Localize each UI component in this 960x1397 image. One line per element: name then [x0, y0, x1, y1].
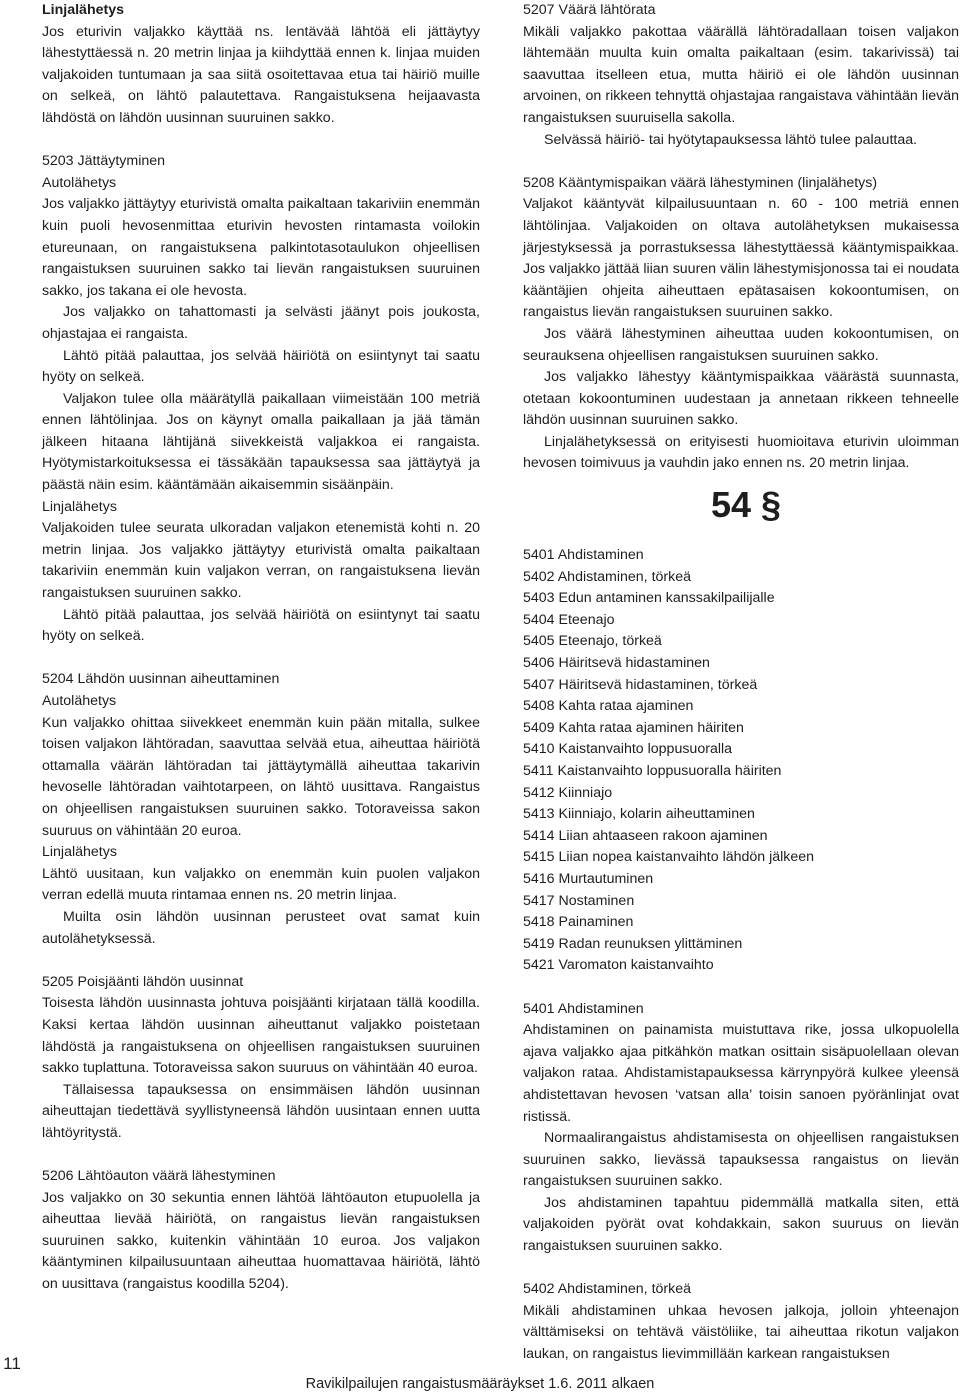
section-5204-title: 5204 Lähdön uusinnan aiheuttaminen [42, 671, 280, 688]
toc-item: 5407 Häiritsevä hidastaminen, törkeä [523, 676, 758, 693]
section-5207-paragraph: Selvässä häiriö- tai hyötytapauksessa lähtö tulee palauttaa. [544, 131, 918, 148]
toc-list [523, 545, 959, 977]
page-footer: Ravikilpailujen rangaistusmääräykset 1.6. 2011 alkaen [305, 1376, 655, 1392]
section-5203-subheading-auto: Autolähetys [42, 174, 117, 191]
left-column [42, 0, 480, 1296]
section-5401-paragraph: Jos ahdistaminen tapahtuu pidemmällä matkalla siten, että valjakoiden pyörät ovat kohdakkain, sakon suuruus on lievän rangaistuksen suuruinen sakko. [523, 1194, 959, 1255]
section-5208-paragraph: Linjalähetyksessä on erityisesti huomioitava eturivin uloimman hevosen toimivuus ja vauhdin jako ennen ns. 20 metrin linjaa. [523, 433, 959, 472]
toc-item: 5404 Eteenajo [523, 611, 615, 628]
toc-item: 5418 Painaminen [523, 914, 634, 931]
page-number: 11 [3, 1354, 21, 1373]
section-54-heading: 54 § [710, 484, 782, 526]
toc-item: 5408 Kahta rataa ajaminen [523, 698, 694, 715]
toc-item: 5402 Ahdistaminen, törkeä [523, 568, 691, 585]
toc-item: 5415 Liian nopea kaistanvaihto lähdön jälkeen [523, 849, 815, 866]
toc-item: 5401 Ahdistaminen [523, 547, 644, 564]
section-5204-paragraph: Kun valjakko ohittaa siivekkeet enemmän kuin pään mitalla, sulkee toisen valjakon lähtöradan, saavuttaa selvää etua, aiheuttaa häiriötä ottamalla väärän lähtöradan tai jättäytymällä aiheuttaa takarivin hevoselle lähtöradan vaihtotarpeen, on lähtö uusittava. Rangaistus on ohjeellisen rangaistuksen suuruinen sakko. Totoraveissa sakon suuruus on vähintään 20 euroa. [42, 714, 480, 839]
toc-item: 5406 Häiritsevä hidastaminen [523, 655, 710, 672]
section-5204-paragraph: Lähtö uusitaan, kun valjakko on enemmän kuin puolen valjakon verran edellä muuta rintamaa ennen ns. 20 metrin linjaa. [42, 865, 480, 904]
toc-item: 5410 Kaistanvaihto loppusuoralla [523, 741, 733, 758]
toc-item: 5416 Murtautuminen [523, 870, 654, 887]
toc-item: 5405 Eteenajo, törkeä [523, 633, 662, 650]
section-5401-paragraph: Normaalirangaistus ahdistamisesta on ohjeellisen rangaistuksen suuruinen sakko, lievässä tapauksessa rangaistus on lievän rangaistuksen suuruinen sakko. [523, 1130, 959, 1190]
section-5208-paragraph: Jos valjakko lähestyy kääntymispaikkaa väärästä suunnasta, otetaan kokoontuminen uudestaan ja annetaan rikkeen tehneelle lähdön uusinnan suuruinen sakko. [523, 369, 959, 429]
section-5204-subheading-auto: Autolähetys [42, 693, 117, 709]
section-5401-paragraph: Ahdistaminen on painamista muistuttava rike, jossa ulkopuolella ajava valjakko ajaa pitkähkön matkan osittain sisäpuolellaan olevan valjakon rataa. Ahdistamistapauksessa kärrynpyörä kulkee yleensä ahdistettavan hevosen ‘vatsan alla’ toisin sanoen pyöränlinjat ovat ristissä. [523, 1022, 959, 1125]
section-5401-title: 5401 Ahdistaminen [523, 1000, 644, 1017]
section-5206-title: 5206 Lähtöauton väärä lähestyminen [42, 1168, 276, 1185]
toc-item: 5412 Kiinniajo [523, 784, 613, 801]
section-5206-paragraph: Jos valjakko on 30 sekuntia ennen lähtöä lähtöauton etupuolella ja aiheuttaa lievää häiriötä, on rangaistus lievän rangaistuksen suuruinen sakko, kuitenkin vähintään 10 euroa. Jos valjakon kääntyminen kilpailusuuntaan aiheuttaa huomattavaa häiriötä, lähtö on uusittava (rangaistus koodilla 5204). [42, 1189, 480, 1293]
toc-item: 5413 Kiinniajo, kolarin aiheuttaminen [523, 806, 755, 823]
section-5203-paragraph: Valjakon tulee olla määrätyllä paikallaan viimeistään 100 metriä ennen lähtölinjaa. Jos on käynyt omalla paikallaan ja jää tämän jälkeen hitaana lähtijänä siivekkeistä valjakkoa ei rangaista. Hyötymistarkoituksessa ei tässäkään tapauksessa saa jättäytyä ja päästä näin esim. kääntämään aikaisemmin sisäänpäin. [42, 390, 480, 494]
section-5203-paragraph: Jos valjakko on tahattomasti ja selvästi jäänyt pois joukosta, ohjastajaa ei rangaista. [42, 304, 480, 342]
toc-item: 5414 Liian ahtaaseen rakoon ajaminen [523, 827, 768, 844]
right-column [523, 0, 959, 1366]
intro-text: Jos eturivin valjakko käyttää ns. lentävää lähtöä eli jättäytyy lähestyttäessä n. 20 metrin linjaa ja kiihdyttää ennen k. linjaa muiden valjakoiden tuntumaan ja saa siitä osoitettavaa etua tai häiriö muille on selkeä, on lähtö palautettava. Rangaistuksena heijaavasta lähdöstä on lähdön uusinnan suuruinen sakko. [42, 23, 480, 126]
toc-item: 5409 Kahta rataa ajaminen häiriten [523, 719, 744, 736]
section-5204-subheading-linja: Linjalähetys [42, 844, 117, 861]
toc-item: 5411 Kaistanvaihto loppusuoralla häiriten [523, 763, 782, 779]
section-5402-title: 5402 Ahdistaminen, törkeä [523, 1281, 691, 1298]
toc-item: 5421 Varomaton kaistanvaihto [523, 957, 714, 974]
section-5208-title: 5208 Kääntymispaikan väärä lähestyminen (linjalähetys) [523, 174, 878, 191]
section-5203-paragraph: Lähtö pitää palauttaa, jos selvää häiriötä on esiintynyt tai saatu hyöty on selkeä. [42, 606, 480, 645]
section-5208-paragraph: Valjakot kääntyvät kilpailusuuntaan n. 60 - 100 metriä ennen lähtölinjaa. Valjakoiden on oltava autolähetyksen mukaisessa järjestyksessä ja porrastuksessa lähestyttäessä kääntymispaikkaa. Jos valjakko jättää liian suuren välin lähestymisjonossa tai ei noudata kääntäjien ohjeita aiheuttaen epätasaisen kokoontumisen, on rangaistus lievän rangaistuksen suuruinen sakko. [523, 196, 959, 321]
intro-heading: Linjalähetys [42, 2, 125, 18]
section-5203-paragraph: Lähtö pitää palauttaa, jos selvää häiriötä on esiintynyt tai saatu hyöty on selkeä. [42, 347, 480, 386]
section-5203-paragraph: Valjakoiden tulee seurata ulkoradan valjakon etenemistä kohti n. 20 metrin linjaa. Jos valjakko jättäytyy eturivistä omalta paikaltaan takariviin enemmän kuin valjakon verran, on rangaistuksena lievän rangaistuksen suuruinen sakko. [42, 520, 480, 602]
section-5205-paragraph: Toisesta lähdön uusinnasta johtuva poisjäänti kirjataan tällä koodilla. Kaksi kertaa lähdön uusinnan aiheuttanut valjakko poistetaan lähdöstä ja rangaistuksena on ohjeellisen rangaistuksen suuruinen sakko tuplattuna. Totoraveissa sakon suuruus on vähintään 40 euroa. [42, 995, 480, 1077]
section-5402-paragraph: Mikäli ahdistaminen uhkaa hevosen jalkoja, jolloin yhteenajon välttämiseksi on tehtävä väistöliike, tai aiheuttaa rikotun valjakon laukan, on rangaistus lievimmillään karkean rangaistuksen [523, 1302, 959, 1363]
section-5203-subheading-linja: Linjalähetys [42, 498, 117, 515]
section-5204-paragraph: Muilta osin lähdön uusinnan perusteet ovat samat kuin autolähetyksessä. [42, 908, 480, 947]
section-5203-paragraph: Jos valjakko jättäytyy eturivistä omalta paikaltaan takariviin enemmän kuin puoli hevosenmittaa eturivin hevosten rintamasta voilokin etureunaan, on rangaistuksena palkintotasotaulukon ohjeellisen rangaistuksen suuruinen sakko tai lievän rangaistuksen suuruinen sakko, jos takana ei ole hevosta. [42, 196, 480, 299]
toc-item: 5419 Radan reunuksen ylittäminen [523, 935, 743, 952]
section-5208-paragraph: Jos väärä lähestyminen aiheuttaa uuden kokoontumisen, on seurauksena ohjeellisen rangaistuksen suuruinen sakko. [523, 325, 959, 364]
section-5207-title: 5207 Väärä lähtörata [523, 2, 656, 18]
section-5205-title: 5205 Poisjäänti lähdön uusinnat [42, 973, 244, 990]
toc-item: 5403 Edun antaminen kanssakilpailijalle [523, 590, 775, 607]
toc-item: 5417 Nostaminen [523, 892, 635, 909]
section-5207-paragraph: Mikäli valjakko pakottaa väärällä lähtöradallaan toisen valjakon lähtemään muulta kuin omalta paikaltaan (esim. takarivissä) tai saavuttaa itselleen etua, mutta häiriö ei ole lähdön uusinnan arvoinen, on rikkeen tehnyttä ohjastajaa rangaistava vähintään lievän rangaistuksen suuruisella sakolla. [523, 23, 959, 126]
section-5205-paragraph: Tällaisessa tapauksessa on ensimmäisen lähdön uusinnan aiheuttajan tiedettävä syyllistyneensä lähdön uusintaan ennen uutta lähtöyritystä. [42, 1081, 480, 1141]
section-5203-title: 5203 Jättäytyminen [42, 153, 166, 170]
